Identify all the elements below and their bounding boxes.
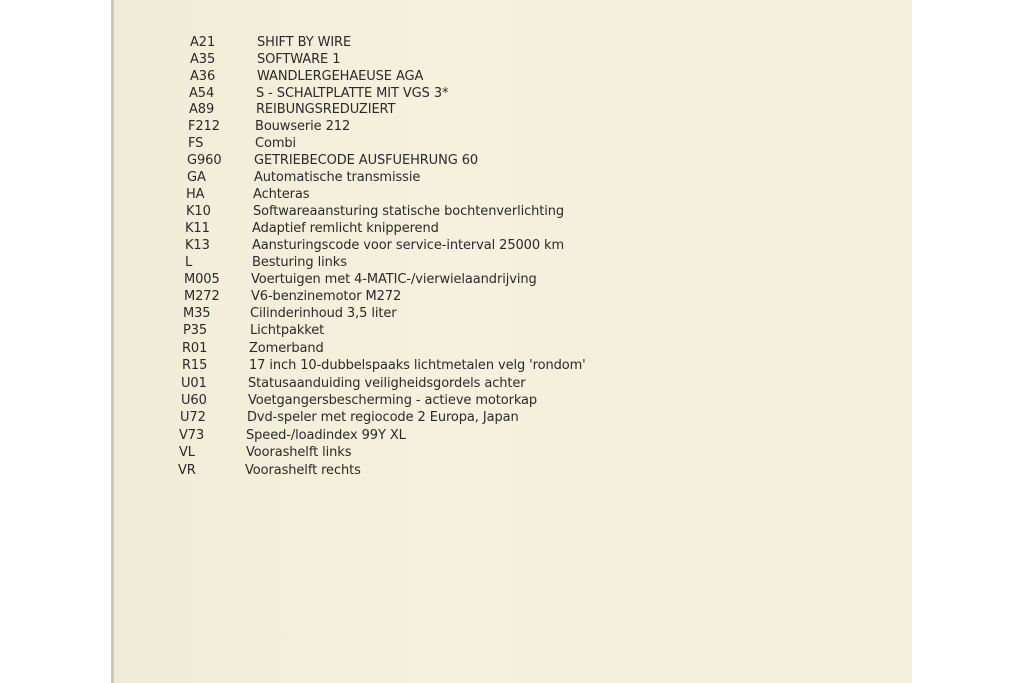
option-description: WANDLERGEHAEUSE AGA [257, 69, 424, 84]
option-description: Zomerband [249, 341, 324, 356]
option-code: M35 [183, 306, 211, 321]
option-code: V73 [179, 428, 205, 443]
option-code: R01 [182, 341, 208, 356]
option-code: K11 [185, 221, 210, 236]
document-page [111, 0, 912, 683]
option-description: Speed-/loadindex 99Y XL [246, 428, 406, 443]
option-description: Besturing links [252, 255, 347, 270]
option-description: V6-benzinemotor M272 [251, 289, 402, 304]
option-description: GETRIEBECODE AUSFUEHRUNG 60 [254, 153, 479, 168]
option-code: R15 [182, 358, 208, 373]
option-code: A21 [190, 35, 216, 50]
option-code-list [111, 0, 912, 683]
option-code: U01 [181, 376, 207, 391]
option-code: M005 [184, 272, 220, 287]
option-code: GA [187, 170, 206, 185]
option-description: Dvd-speler met regiocode 2 Europa, Japan [247, 410, 519, 425]
option-description: Voetgangersbescherming - actieve motorkap [248, 393, 538, 408]
option-description: REIBUNGSREDUZIERT [256, 102, 396, 117]
option-description: Voertuigen met 4-MATIC-/vierwielaandrijving [251, 272, 537, 287]
option-code: A54 [189, 86, 215, 101]
option-description: Softwareaansturing statische bochtenverlichting [253, 204, 565, 219]
option-code: VL [179, 445, 195, 460]
option-code: U72 [180, 410, 206, 425]
option-description: Aansturingscode voor service-interval 25000 km [252, 238, 565, 253]
option-code: L [185, 255, 193, 270]
option-code: VR [178, 463, 196, 478]
option-code: U60 [181, 393, 207, 408]
option-code: K13 [185, 238, 210, 253]
option-description: Statusaanduiding veiligheidsgordels achter [248, 376, 526, 391]
option-description: Cilinderinhoud 3,5 liter [250, 306, 397, 321]
option-code: F212 [188, 119, 220, 134]
option-description: S - SCHALTPLATTE MIT VGS 3* [256, 86, 449, 101]
option-description: Lichtpakket [250, 323, 325, 338]
option-description: Adaptief remlicht knipperend [252, 221, 439, 236]
option-code: HA [186, 187, 205, 202]
option-code: FS [188, 136, 204, 151]
option-description: SOFTWARE 1 [257, 52, 341, 67]
option-description: Combi [255, 136, 297, 151]
option-code: M272 [184, 289, 220, 304]
option-description: Voorashelft links [246, 445, 352, 460]
option-description: SHIFT BY WIRE [257, 35, 352, 50]
option-code: G960 [187, 153, 222, 168]
option-code: A36 [190, 69, 216, 84]
option-description: Achteras [253, 187, 310, 202]
option-description: Automatische transmissie [254, 170, 421, 185]
option-code: P35 [183, 323, 208, 338]
option-code: A89 [189, 102, 215, 117]
option-code: K10 [186, 204, 211, 219]
option-description: 17 inch 10-dubbelspaaks lichtmetalen velg 'rondom' [249, 358, 586, 373]
option-description: Bouwserie 212 [255, 119, 351, 134]
option-description: Voorashelft rechts [245, 463, 361, 478]
option-code: A35 [190, 52, 216, 67]
